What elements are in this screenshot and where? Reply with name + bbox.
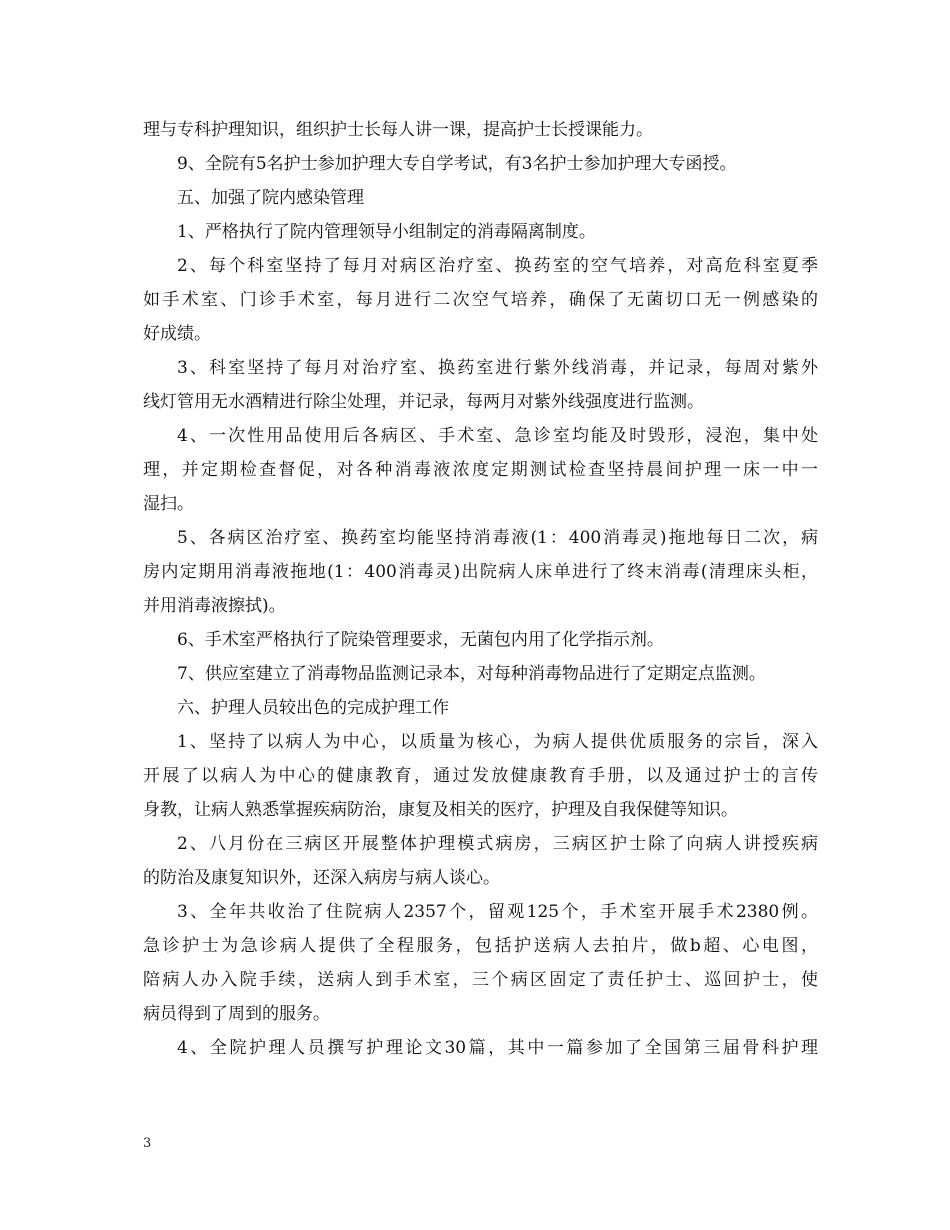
text-line: 陪病人办入院手续，送病人到手术室，三个病区固定了责任护士、巡回护士，使 — [143, 970, 818, 990]
text-line: 线灯管用无水酒精进行除尘处理，并记录，每两月对紫外线强度进行监测。 — [143, 392, 704, 412]
text-line: 湿扫。 — [143, 494, 194, 514]
text-line: 理与专科护理知识，组织护士长每人讲一课，提高护士长授课能力。 — [143, 120, 653, 140]
text-line: 病员得到了周到的服务。 — [143, 1004, 330, 1024]
text-line: 理，并定期检查督促，对各种消毒液浓度定期测试检查坚持晨间护理一床一中一 — [143, 460, 818, 480]
text-line: 五、加强了院内感染管理 — [177, 188, 364, 208]
text-line: 4、一次性用品使用后各病区、手术室、急诊室均能及时毁形，浸泡，集中处 — [177, 426, 818, 446]
text-line: 开展了以病人为中心的健康教育，通过发放健康教育手册，以及通过护士的言传 — [143, 766, 818, 786]
text-line: 4、全院护理人员撰写护理论文30篇，其中一篇参加了全国第三届骨科护理 — [177, 1038, 818, 1058]
text-line: 房内定期用消毒液拖地(1：400消毒灵)出院病人床单进行了终末消毒(清理床头柜， — [143, 562, 818, 582]
text-line: 3、全年共收治了住院病人2357个，留观125个，手术室开展手术2380例。 — [177, 902, 818, 922]
text-line: 2、八月份在三病区开展整体护理模式病房，三病区护士除了向病人讲授疾病 — [177, 834, 818, 854]
text-line: 2、每个科室坚持了每月对病区治疗室、换药室的空气培养，对高危科室夏季 — [177, 256, 818, 276]
text-line: 9、全院有5名护士参加护理大专自学考试，有3名护士参加护理大专函授。 — [177, 154, 737, 174]
text-line: 如手术室、门诊手术室，每月进行二次空气培养，确保了无菌切口无一例感染的 — [143, 290, 818, 310]
document-body — [143, 113, 818, 1065]
text-line: 1、坚持了以病人为中心，以质量为核心，为病人提供优质服务的宗旨，深入 — [177, 732, 818, 752]
text-line: 的防治及康复知识外，还深入病房与病人谈心。 — [143, 868, 500, 888]
text-line: 好成绩。 — [143, 324, 211, 344]
page-number: 3 — [143, 1136, 152, 1151]
text-line: 1、严格执行了院内管理领导小组制定的消毒隔离制度。 — [177, 222, 596, 242]
text-line: 6、手术室严格执行了院染管理要求，无菌包内用了化学指示剂。 — [177, 630, 664, 650]
text-line: 并用消毒液擦拭)。 — [143, 596, 286, 616]
text-line: 急诊护士为急诊病人提供了全程服务，包括护送病人去拍片，做b超、心电图， — [143, 936, 818, 956]
text-line: 身教，让病人熟悉掌握疾病防治，康复及相关的医疗，护理及自我保健等知识。 — [143, 800, 738, 820]
text-line: 5、各病区治疗室、换药室均能坚持消毒液(1：400消毒灵)拖地每日二次，病 — [177, 528, 818, 548]
text-line: 六、护理人员较出色的完成护理工作 — [177, 698, 449, 718]
text-line: 3、科室坚持了每月对治疗室、换药室进行紫外线消毒，并记录，每周对紫外 — [177, 358, 818, 378]
text-line: 7、供应室建立了消毒物品监测记录本，对每种消毒物品进行了定期定点监测。 — [177, 664, 766, 684]
